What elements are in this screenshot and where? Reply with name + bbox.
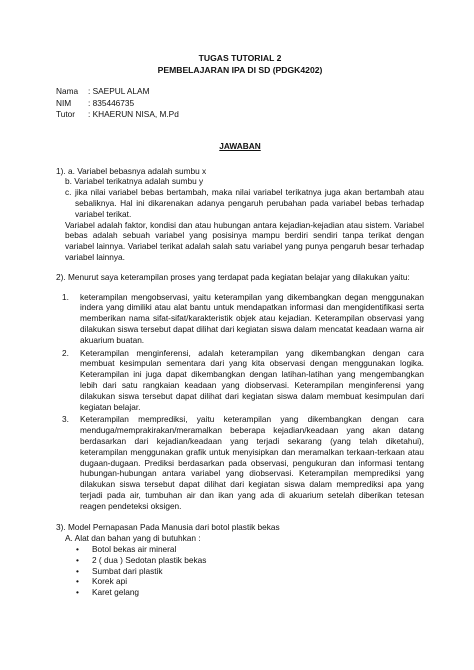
student-info (56, 86, 424, 121)
bullet-icon: • (76, 544, 79, 555)
answer-2 (56, 272, 424, 512)
item-text: keterampilan mengobservasi, yaitu keterampilan yang dikembangkan degan menggunakan indera yang dimiliki atau alat bantu untuk mendapatkan informasi dan mengidentifikasi serta memberikan nama sifat-sifat/karakteristik objek atau kejadian. Keterampilan observasi yang dilakukan siswa tersebut dapat dilihat dari kegiatan siswa dalam mencatat keadaan warna air akuarium buatan. (80, 291, 424, 345)
item-text: Keterampilan menginferensi, adalah keterampilan yang dikembangkan dengan cara membuat kesimpulan sementara dari yang kita observasi dengan menggunakan logika. Keterampilan ini juga dapat dikembangkan dengan latihan-latihan yang mengembangkan lebih dari satu rangkaian keadaan yang diobservasi. Keterampilan menginferensi yang dilakukan siswa tersebut dapat dilihat dari kegiatan siswa dalam membuat kesimpulan dari kegiatan belajar. (80, 347, 424, 412)
info-row-tutor (56, 109, 424, 121)
bullet-icon: • (76, 576, 79, 587)
item-text: Botol bekas air mineral (92, 544, 177, 555)
answer-1 (56, 166, 424, 263)
list-item (56, 555, 424, 566)
info-row-nim (56, 98, 424, 110)
list-item (56, 566, 424, 577)
list-item (56, 587, 424, 598)
item-number: 2. (62, 347, 69, 358)
bullet-icon: • (76, 587, 79, 598)
document-subtitle: PEMBELAJARAN IPA DI SD (PDGK4202) (157, 65, 323, 75)
answer-1-explanation: Variabel adalah faktor, kondisi dan atau hubungan antara kejadian-kejadian atau sistem. Variabel bebas adalah sebuah variabel yang posisinya mampu berdiri sendiri tanpa terikat dengan variabel lainnya. Variabel terikat adalah salah satu variabel yang punya pengaruh besar terhadap variabel lainnya. (65, 219, 424, 262)
answer-1c-text: jika nilai variabel bebas bertambah, maka nilai variabel terikatnya juga akan bertambah atau sebaliknya. Hal ini dikarenakan adanya pengaruh perubahan pada variabel bebas terhadap variabel terikat. (75, 187, 424, 219)
section-heading: JAWABAN (219, 140, 261, 151)
info-value: : SAEPUL ALAM (88, 86, 150, 96)
answer-1b: b. Variabel terikatnya adalah sumbu y (65, 176, 204, 187)
info-row-name (56, 86, 424, 98)
info-label: Nama (56, 86, 79, 96)
answer-2-intro: 2). Menurut saya keterampilan proses yang terdapat pada kegiatan belajar yang dilakukan yaitu: (56, 271, 410, 282)
item-text: Korek api (92, 576, 128, 587)
bullet-icon: • (76, 565, 79, 576)
bullet-icon: • (76, 554, 79, 565)
item-text: Karet gelang (92, 587, 140, 598)
list-item (56, 348, 424, 413)
document-title: TUGAS TUTORIAL 2 (198, 53, 282, 63)
answer-3 (56, 522, 424, 598)
answer-1a: 1). a. Variabel bebasnya adalah sumbu x (56, 165, 207, 176)
answer-3a-label: A. Alat dan bahan yang di butuhkan : (65, 533, 201, 544)
list-item (56, 576, 424, 587)
item-text: 2 ( dua ) Sedotan plastik bekas (92, 554, 207, 565)
info-value: : KHAERUN NISA, M.Pd (88, 109, 179, 120)
answer-3-intro: 3). Model Pernapasan Pada Manusia dari botol plastik bekas (56, 522, 280, 533)
item-marker: c. (65, 187, 72, 198)
answer-1c (56, 187, 424, 219)
item-number: 1. (62, 291, 69, 302)
list-item (56, 292, 424, 346)
info-label: NIM (56, 97, 72, 108)
info-label: Tutor (56, 109, 76, 120)
item-text: Keterampilan memprediksi, yaitu keterampilan yang dikembangkan dengan cara menduga/memprakirakan/meramalkan beberapa kejadian/keadaan yang akan datang berdasarkan dari kejadian/keadaan yang terjadi sekarang (yang telah diketahui), keterampilan menggunakan grafik untuk menyisipkan dan meramalkan terkaan-terkaan atau dugaan-dugaan. Prediksi berdasarkan pada observasi, pengukuran dan informasi tentang hubungan-hubungan antara variabel yang diobservasi. Keterampilan memprediksi yang dilakukan siswa tersebut dapat dilihat dari kegiatan siswa dalam memprediksi apa yang terjadi pada air, tumbuhan air dan ikan yang ada di akuarium setelah diberikan tetesan reagen pendeteksi oksigen. (80, 414, 424, 511)
info-value: : 835446735 (88, 97, 135, 108)
item-number: 3. (62, 414, 69, 425)
list-item (56, 414, 424, 511)
list-item (56, 544, 424, 555)
item-text: Sumbat dari plastik (92, 565, 163, 576)
